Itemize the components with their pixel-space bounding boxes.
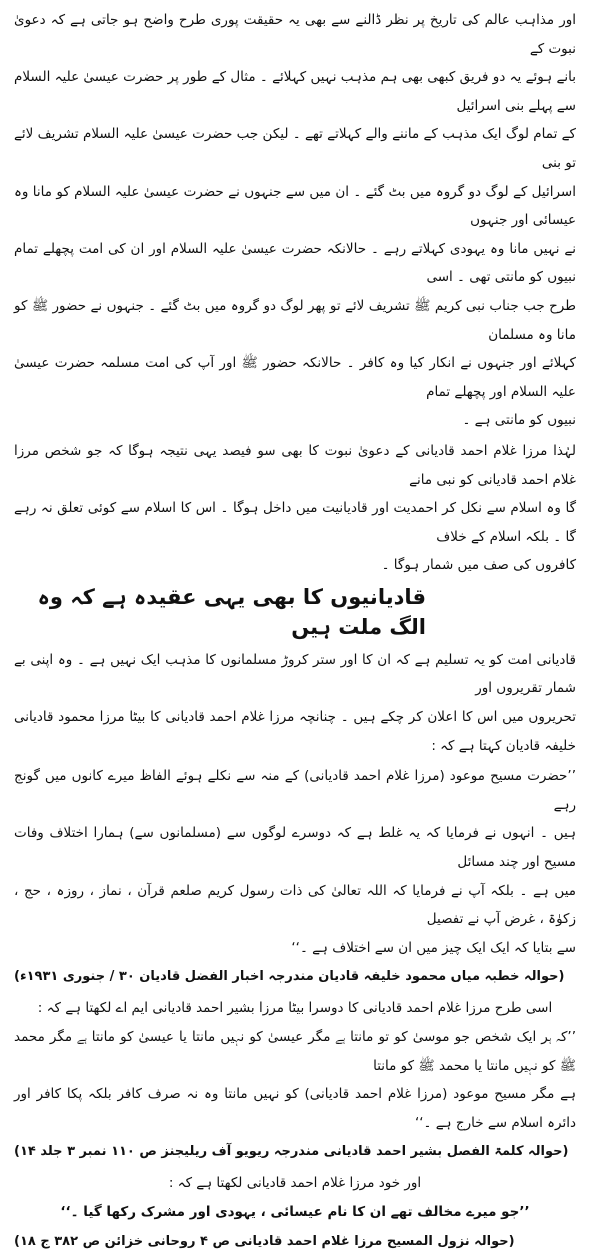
paragraph-ummah: [14, 646, 576, 760]
text-line: ہیں ۔ انہوں نے فرمایا کہ یہ غلط ہے کہ دوسرے لوگوں سے (مسلمانوں سے) ہمارا اختلاف وفات مسیح اور چند مسائل: [14, 825, 576, 871]
text-line: کے تمام لوگ ایک مذہب کے ماننے والے کہلاتے تھے ۔ لیکن جب حضرت عیسیٰ علیہ السلام تشریف لائے تو بنی: [14, 126, 576, 171]
text-line: گا وہ اسلام سے نکل کر احمدیت اور قادیانیت میں داخل ہوگا ۔ اس کا اسلام سے کوئی تعلق نہ رہے گا ۔ بلکہ اسلام کے خلاف: [14, 500, 576, 545]
paragraph-history-text: [14, 6, 576, 435]
text-line: تحریروں میں اس کا اعلان کر چکے ہیں ۔ چنانچہ مرزا غلام احمد قادیانی کا بیٹا مرزا محمود قادیانی خلیفہ قادیان کہتا ہے کہ :: [14, 709, 576, 754]
paragraph-conclusion: [14, 437, 576, 580]
paragraph-history: [14, 6, 576, 435]
text-line: قادیانی امت کو یہ تسلیم ہے کہ ان کا اور ستر کروڑ مسلمانوں کا مذہب ایک نہیں ہے ۔ وہ اپنی بے شمار تقریروں اور: [14, 651, 576, 697]
text-line: لہٰذا مرزا غلام احمد قادیانی کے دعویٰ نبوت کا بھی سو فیصد یہی نتیجہ ہوگا کہ جو شخص مرزا غلام احمد قادیانی کو نبی مانے: [14, 442, 576, 488]
text-line: سے بتایا کہ ایک ایک چیز میں ان سے اختلاف ہے ۔‘‘: [291, 939, 576, 956]
section-heading: قادیانیوں کا بھی یہی عقیدہ ہے کہ وہ الگ ملت ہیں: [37, 584, 426, 639]
text-line: ’’کہ ہر ایک شخص جو موسیٰ کو تو مانتا ہے مگر عیسیٰ کو نہیں مانتا یا عیسیٰ کو مانتا ہے مگر محمد ﷺ کو نہیں مانتا یا محمد ﷺ کو مانتا: [14, 1029, 576, 1074]
quote-mahmood: [14, 762, 576, 962]
text-line: میں ہے ۔ بلکہ آپ نے فرمایا کہ اللہ تعالیٰ کی ذات رسول کریم صلعم قرآن ، نماز ، روزہ ، حج ، زکوٰۃ ، غرض آپ نے تفصیل: [14, 882, 576, 928]
intro-bashir: اسی طرح مرزا غلام احمد قادیانی کا دوسرا بیٹا مرزا بشیر احمد قادیانی ایم اے لکھتا ہے کہ :: [37, 1000, 553, 1017]
reference-kalimat: (حوالہ کلمۃ الفصل بشیر احمد قادیانی مندرجہ ریویو آف ریلیجنز ص ۱۱۰ نمبر ۳ جلد ۱۴): [14, 1144, 569, 1160]
text-line: طرح جب جناب نبی کریم ﷺ تشریف لائے تو پھر لوگ دو گروہ میں بٹ گئے ۔ جنہوں نے حضور ﷺ کو مانا وہ مسلمان: [14, 297, 576, 343]
text-line: اور مذاہب عالم کی تاریخ پر نظر ڈالنے سے بھی یہ حقیقت پوری طرح واضح ہو جاتی ہے کہ دعویٰ نبوت کے: [14, 12, 576, 57]
intro-mirza: اور خود مرزا غلام احمد قادیانی لکھتا ہے کہ :: [168, 1175, 422, 1192]
text-line: اسرائیل کے لوگ دو گروہ میں بٹ گئے ۔ ان میں سے جنہوں نے حضرت عیسیٰ علیہ السلام کو مانا وہ عیسائی اور جنہوں: [14, 183, 576, 229]
text-line: بانے ہوئے یہ دو فریق کبھی بھی ہم مذہب نہیں کہلائے ۔ مثال کے طور پر حضرت عیسیٰ علیہ السلام سے پہلے بنی اسرائیل: [14, 69, 576, 114]
quote-mirza: ’’جو میرے مخالف تھے ان کا نام عیسائی ، یہودی اور مشرک رکھا گیا ۔‘‘: [60, 1203, 530, 1220]
text-line: کافروں کی صف میں شمار ہوگا ۔: [381, 557, 576, 574]
text-line: کہلائے اور جنہوں نے انکار کیا وہ کافر ۔ حالانکہ حضور ﷺ اور آپ کی امت مسلمہ حضرت عیسیٰ علیہ السلام اور پچھلے تمام: [14, 355, 576, 400]
text-line: نے نہیں مانا وہ یہودی کہلاتے رہے ۔ حالانکہ حضرت عیسیٰ علیہ السلام اور ان کی امت پچھلے تمام نبیوں کو مانتی تھی ۔ اسی: [14, 240, 576, 286]
reference-alfazl: (حوالہ خطبہ میاں محمود خلیفہ قادیان مندرجہ اخبار الفضل قادیان ۳۰ / جنوری ۱۹۳۱ء): [14, 969, 565, 985]
text-line: نبیوں کو مانتی ہے ۔: [462, 412, 576, 429]
paragraph-conclusion-text: [14, 437, 576, 580]
text-line: ہے مگر مسیح موعود (مرزا غلام احمد قادیانی) کو نہیں مانتا وہ نہ صرف کافر بلکہ پکا کافر اور دائرہ اسلام سے خارج ہے ۔‘‘: [14, 1086, 576, 1131]
text-line: ’’حضرت مسیح موعود (مرزا غلام احمد قادیانی) کے منہ سے نکلے ہوئے الفاظ میرے کانوں میں گونج رہے: [14, 768, 576, 813]
quote-bashir: [14, 1023, 576, 1137]
reference-nuzool: (حوالہ نزول المسیح مرزا غلام احمد قادیانی ص ۴ روحانی خزائن ص ۳۸۲ ج ۱۸): [14, 1233, 515, 1249]
